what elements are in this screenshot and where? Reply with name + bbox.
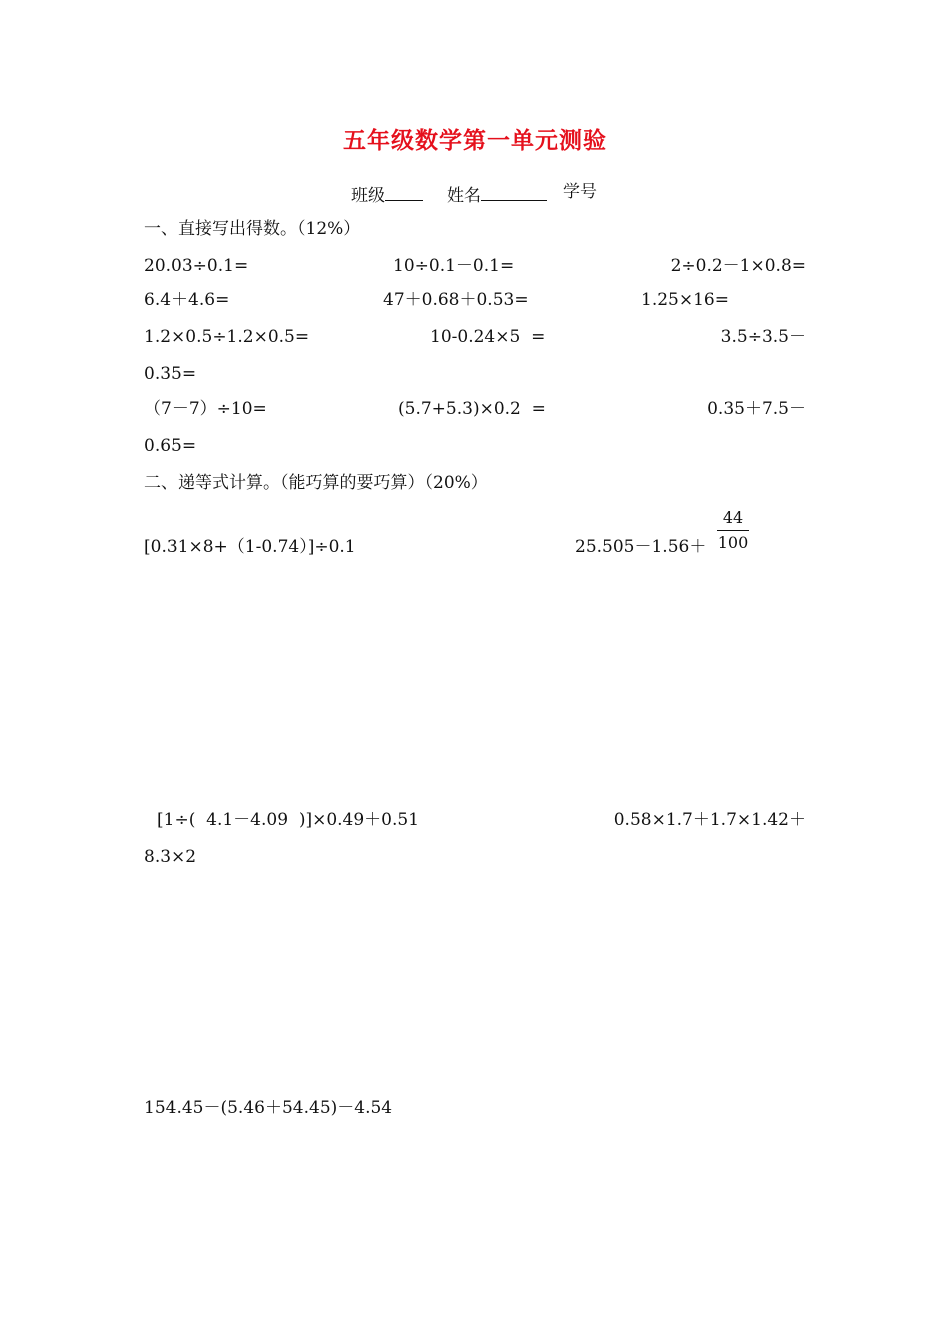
fraction-44-100	[717, 510, 749, 551]
fraction-denominator: 100	[717, 533, 749, 552]
calc-problem-5: 154.45－(5.46＋54.45)－4.54	[144, 1098, 393, 1118]
class-label: 班级	[351, 186, 385, 206]
number-label: 学号	[563, 182, 597, 202]
name-label: 姓名	[447, 186, 481, 206]
problem-2-1: 6.4＋4.6=	[144, 290, 230, 310]
name-info	[447, 184, 547, 205]
name-blank[interactable]	[481, 184, 547, 201]
problem-4-1: （7－7）÷10=	[144, 399, 267, 419]
calc-problem-4-continued: 8.3×2	[144, 847, 197, 867]
calc-problem-1: [0.31×8+（1-0.74）]÷0.1	[144, 537, 356, 557]
problem-3-3: 3.5÷3.5－	[720, 327, 806, 347]
section2-heading: 二、递等式计算。（能巧算的要巧算）（20%）	[144, 473, 488, 493]
problem-4-2: (5.7+5.3)×0.2 =	[398, 399, 546, 419]
problem-4-3: 0.35＋7.5－	[707, 399, 806, 419]
problem-1-1: 20.03÷0.1=	[144, 256, 249, 276]
problem-2-2: 47＋0.68＋0.53=	[383, 290, 529, 310]
problem-3-1: 1.2×0.5÷1.2×0.5=	[144, 327, 310, 347]
problem-3-2: 10-0.24×5 =	[430, 327, 546, 347]
calc-problem-3: [1÷( 4.1－4.09 )]×0.49＋0.51	[157, 810, 420, 830]
page-title: 五年级数学第一单元测验	[343, 127, 607, 154]
class-blank[interactable]	[385, 184, 423, 201]
section1-heading: 一、直接写出得数。（12%）	[144, 219, 361, 239]
student-info	[351, 184, 423, 205]
problem-3-3-continued: 0.35=	[144, 364, 197, 384]
problem-1-3: 2÷0.2－1×0.8=	[670, 256, 806, 276]
problem-2-3: 1.25×16=	[641, 290, 729, 310]
problem-1-2: 10÷0.1－0.1=	[393, 256, 515, 276]
problem-4-3-continued: 0.65=	[144, 436, 197, 456]
calc-problem-2: 25.505－1.56＋	[575, 537, 707, 557]
fraction-numerator: 44	[717, 510, 749, 531]
calc-problem-4: 0.58×1.7＋1.7×1.42＋	[613, 810, 806, 830]
